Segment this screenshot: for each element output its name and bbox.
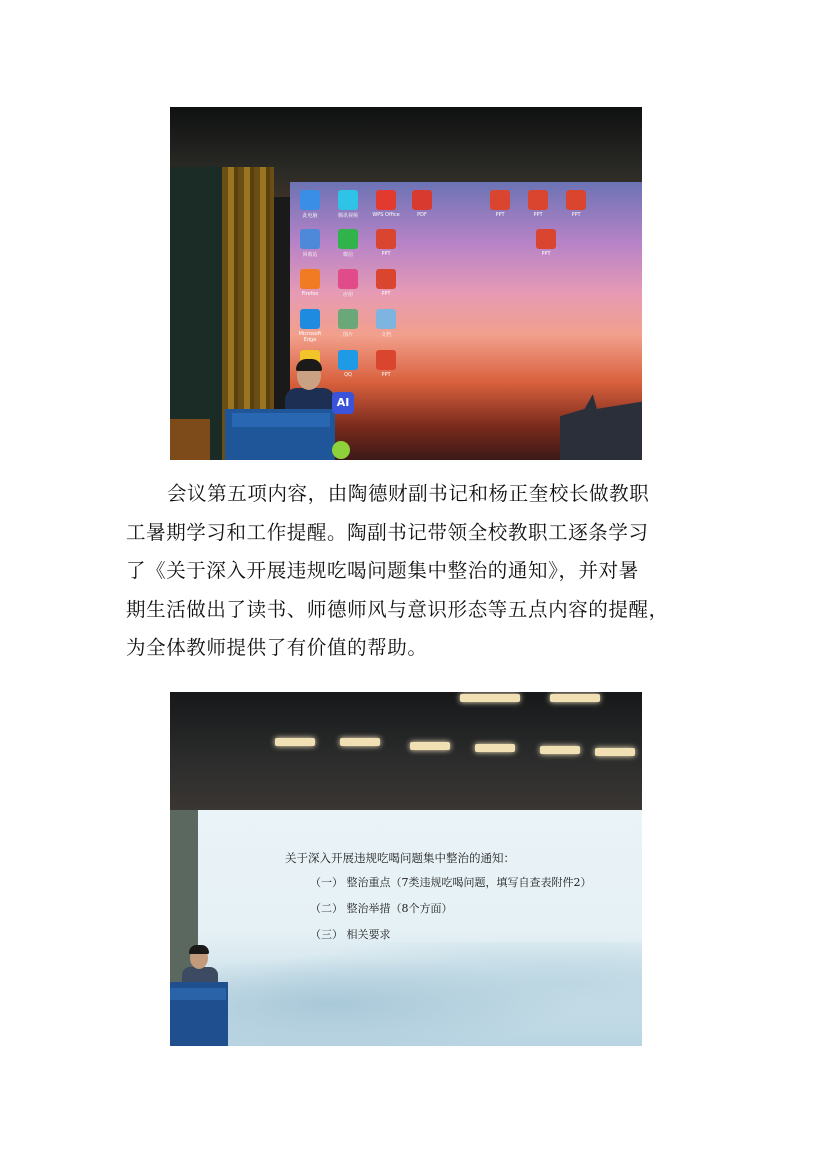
- speaker-hair: [189, 945, 209, 954]
- desktop-app-icon: [338, 190, 358, 210]
- ceiling-light: [540, 746, 580, 754]
- ceiling-light: [410, 742, 450, 750]
- desktop-app-icon: [300, 229, 320, 249]
- desktop-app-icon: [566, 190, 586, 210]
- desktop-app-icon: [376, 229, 396, 249]
- desktop-app-label: PPT: [571, 212, 581, 218]
- photo-meeting-slide: [170, 692, 642, 1046]
- paragraph-line-1: 会议第五项内容，由陶德财副书记和杨正奎校长做教职: [166, 482, 650, 505]
- desktop-app-label: 应用: [342, 292, 353, 298]
- slide-item-1: （一） 整治重点（7类违规吃喝问题，填写自查表附件2）: [310, 876, 592, 889]
- desktop-app-icon: [536, 229, 556, 249]
- podium-school-logo: [170, 988, 226, 1000]
- slide-item-2: （二） 整治举措（8个方面）: [310, 902, 453, 915]
- ceiling-light: [275, 738, 315, 746]
- desktop-app-label: PPT: [495, 212, 505, 218]
- ceiling-light: [550, 694, 600, 702]
- paragraph-line-2: 工暑期学习和工作提醒。陶副书记带领全校教职工逐条学习: [126, 520, 649, 544]
- desktop-app-label: 此电脑: [302, 213, 318, 219]
- desktop-app-label: PPT: [381, 372, 391, 378]
- desktop-app-icon: [490, 190, 510, 210]
- desktop-app-icon: [338, 269, 358, 289]
- desktop-app-label: 回收站: [302, 252, 318, 258]
- desktop-app-icon: [376, 309, 396, 329]
- ink-landscape-background: [198, 942, 642, 1046]
- desktop-app-label: QQ: [344, 372, 352, 378]
- desktop-app-icon: [376, 350, 396, 370]
- paragraph-line-3: 了《关于深入开展违规吃喝问题集中整治的通知》，并对暑: [126, 559, 639, 583]
- desktop-app-label: PDF: [417, 212, 427, 218]
- speaker-hair: [296, 359, 322, 371]
- desktop-app-label: Firefox: [301, 291, 319, 297]
- desktop-app-icon: [300, 309, 320, 329]
- paragraph-line-5: 为全体教师提供了有价值的帮助。: [126, 636, 428, 660]
- paragraph-line-4: 期生活做出了读书、师德师风与意识形态等五点内容的提醒，: [126, 597, 669, 621]
- desktop-app-icon: [338, 350, 358, 370]
- ceiling-light: [475, 744, 515, 752]
- body-paragraph: [126, 475, 706, 668]
- slide-title: 关于深入开展违规吃喝问题集中整治的通知：: [285, 851, 515, 865]
- desktop-app-icon: [338, 309, 358, 329]
- desktop-app-label: PPT: [381, 291, 391, 297]
- ceiling-light: [340, 738, 380, 746]
- desktop-app-label: 图片: [342, 332, 353, 338]
- wooden-stand: [170, 419, 210, 460]
- green-app-icon: [332, 441, 350, 459]
- photo-meeting-desktop: [170, 107, 642, 460]
- desktop-app-label: 微信: [342, 252, 353, 258]
- desktop-app-icon: [412, 190, 432, 210]
- desktop-app-label: Microsoft Edge: [298, 331, 322, 343]
- podium-school-logo: [232, 413, 330, 427]
- desktop-app-icon: [338, 229, 358, 249]
- desktop-app-label: 腾讯视频: [337, 213, 358, 219]
- desktop-app-label: 文档: [380, 332, 391, 338]
- desktop-app-label: PPT: [541, 251, 551, 257]
- desktop-app-icon: [300, 190, 320, 210]
- ceiling-light: [460, 694, 520, 702]
- ai-office-icon: AI: [332, 392, 354, 414]
- desktop-app-label: PPT: [381, 251, 391, 257]
- desktop-app-icon: [528, 190, 548, 210]
- ceiling-light: [595, 748, 635, 756]
- desktop-app-label: WPS Office: [372, 212, 400, 218]
- desktop-app-icon: [300, 269, 320, 289]
- desktop-app-icon: [376, 190, 396, 210]
- desktop-app-icon: [376, 269, 396, 289]
- desktop-app-label: PPT: [533, 212, 543, 218]
- slide-item-3: （三） 相关要求: [310, 928, 391, 941]
